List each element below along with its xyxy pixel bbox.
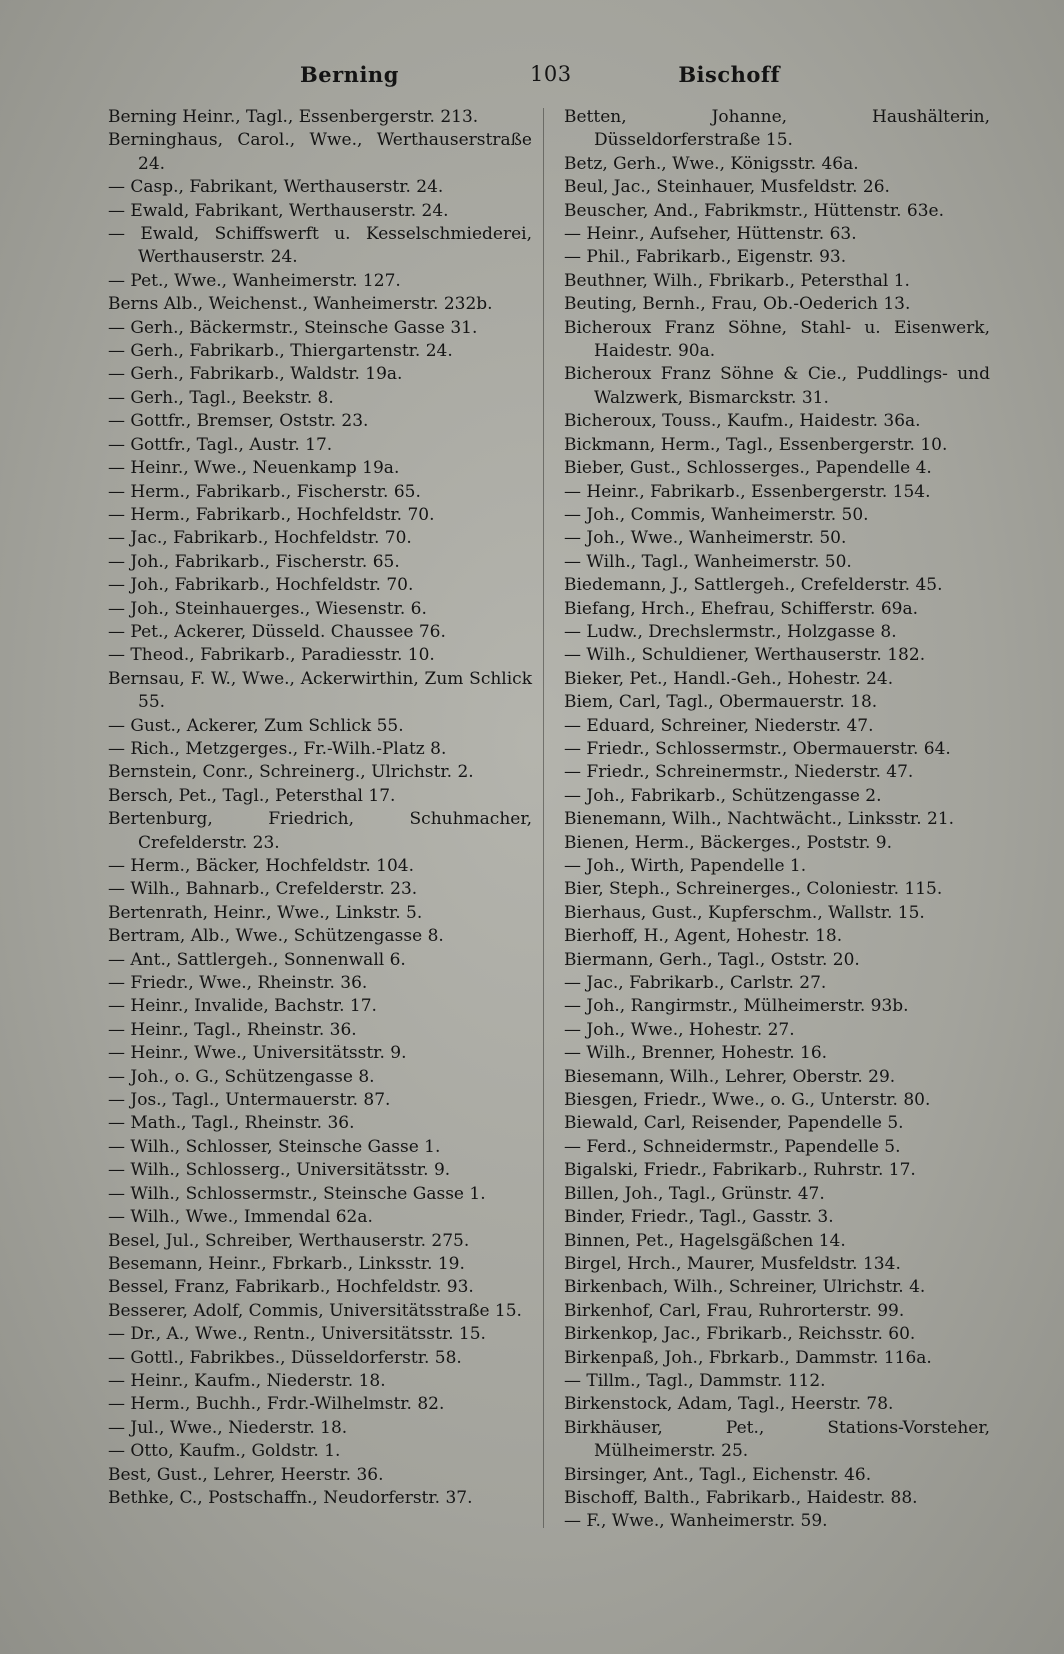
directory-entry: — Wilh., Brenner, Hohestr. 16.: [564, 1043, 828, 1064]
directory-entry: Biewald, Carl, Reisender, Papendelle 5.: [564, 1113, 904, 1134]
header-right-keyword: Bischoff: [678, 62, 780, 87]
directory-entry: — Eduard, Schreiner, Niederstr. 47.: [564, 715, 874, 736]
directory-entry: Berns Alb., Weichenst., Wanheimerstr. 232b.: [108, 294, 493, 315]
directory-entry: Birgel, Hrch., Maurer, Musfeldstr. 134.: [564, 1253, 901, 1274]
directory-entry: — Casp., Fabrikant, Werthauserstr. 24.: [108, 177, 444, 198]
directory-entry: — Heinr., Aufseher, Hüttenstr. 63.: [564, 224, 857, 245]
directory-entry: — Herm., Buchh., Frdr.-Wilhelmstr. 82.: [108, 1394, 445, 1415]
directory-entry: — Math., Tagl., Rheinstr. 36.: [108, 1113, 355, 1134]
header-left-keyword: Berning: [300, 62, 399, 87]
directory-entry: Bernsau, F. W., Wwe., Ackerwirthin, Zum Schlick 55.: [108, 668, 532, 713]
directory-entry: Beuscher, And., Fabrikmstr., Hüttenstr. 63e.: [564, 200, 944, 221]
directory-entry: Bethke, C., Postschaffn., Neudorferstr. 37.: [108, 1487, 473, 1508]
directory-entry: — Heinr., Wwe., Neuenkamp 19a.: [108, 458, 400, 479]
directory-entry: — Ludw., Drechslermstr., Holzgasse 8.: [564, 621, 897, 642]
directory-entry: Bicheroux, Touss., Kaufm., Haidestr. 36a.: [564, 411, 921, 432]
directory-entry: Bicheroux Franz Söhne & Cie., Puddlings- und Walzwerk, Bismarckstr. 31.: [564, 364, 990, 408]
directory-entry: Beuthner, Wilh., Fbrikarb., Petersthal 1.: [564, 270, 910, 291]
directory-entry: Bienen, Herm., Bäckerges., Poststr. 9.: [564, 832, 892, 853]
directory-entry: — Friedr., Schlossermstr., Obermauerstr. 64.: [564, 738, 951, 759]
directory-entry: Biesemann, Wilh., Lehrer, Oberstr. 29.: [564, 1066, 896, 1087]
directory-entry: — Joh., Fabrikarb., Schützengasse 2.: [564, 785, 882, 806]
directory-entry: — Otto, Kaufm., Goldstr. 1.: [108, 1441, 341, 1462]
directory-entry: Bertenburg, Friedrich, Schuhmacher, Crefelderstr. 23.: [108, 809, 532, 853]
left-column: [108, 106, 532, 1510]
directory-entry: — Heinr., Wwe., Universitätsstr. 9.: [108, 1043, 407, 1064]
directory-entry: — Friedr., Schreinermstr., Niederstr. 47.: [564, 762, 914, 783]
directory-entry: — Gottfr., Tagl., Austr. 17.: [108, 434, 333, 455]
directory-entry: — Joh., Wwe., Hohestr. 27.: [564, 1019, 795, 1040]
directory-entry: — Jos., Tagl., Untermauerstr. 87.: [108, 1090, 391, 1111]
directory-entry: — Joh., Wwe., Wanheimerstr. 50.: [564, 528, 847, 549]
directory-entry: Billen, Joh., Tagl., Grünstr. 47.: [564, 1183, 825, 1204]
directory-entry: — Gerh., Fabrikarb., Thiergartenstr. 24.: [108, 341, 453, 362]
directory-entry: Birkenstock, Adam, Tagl., Heerstr. 78.: [564, 1394, 894, 1415]
directory-entry: — Gerh., Fabrikarb., Waldstr. 19a.: [108, 364, 403, 385]
directory-entry: Bickmann, Herm., Tagl., Essenbergerstr. 10.: [564, 434, 948, 455]
directory-entry: — Jul., Wwe., Niederstr. 18.: [108, 1417, 348, 1438]
directory-entry: — Gerh., Tagl., Beekstr. 8.: [108, 387, 334, 408]
directory-entry: Bieker, Pet., Handl.-Geh., Hohestr. 24.: [564, 668, 894, 689]
column-divider: [543, 108, 544, 1528]
directory-entry: — Ferd., Schneidermstr., Papendelle 5.: [564, 1136, 901, 1157]
directory-entry: Betten, Johanne, Haushälterin, Düsseldorferstraße 15.: [564, 107, 990, 151]
page-number: 103: [530, 62, 572, 86]
directory-entry: Berning Heinr., Tagl., Essenbergerstr. 213.: [108, 107, 479, 127]
directory-entry: Bier, Steph., Schreinerges., Coloniestr. 115.: [564, 879, 943, 900]
directory-entry: Birkenbach, Wilh., Schreiner, Ulrichstr. 4.: [564, 1277, 926, 1298]
directory-entry: — Heinr., Invalide, Bachstr. 17.: [108, 996, 377, 1017]
directory-entry: — Wilh., Bahnarb., Crefelderstr. 23.: [108, 879, 418, 900]
directory-entry: — Heinr., Kaufm., Niederstr. 18.: [108, 1370, 386, 1391]
directory-entry: Bienemann, Wilh., Nachtwächt., Linksstr. 21.: [564, 809, 955, 830]
directory-entry: — Friedr., Wwe., Rheinstr. 36.: [108, 973, 368, 994]
directory-entry: Best, Gust., Lehrer, Heerstr. 36.: [108, 1464, 384, 1485]
directory-entry: — Jac., Fabrikarb., Hochfeldstr. 70.: [108, 528, 412, 549]
directory-entry: — Herm., Fabrikarb., Fischerstr. 65.: [108, 481, 421, 502]
directory-entry: Birsinger, Ant., Tagl., Eichenstr. 46.: [564, 1464, 872, 1485]
directory-entry: Birkenpaß, Joh., Fbrkarb., Dammstr. 116a.: [564, 1347, 932, 1368]
directory-entry: — Rich., Metzgerges., Fr.-Wilh.-Platz 8.: [108, 738, 447, 759]
directory-entry: — Wilh., Schlossermstr., Steinsche Gasse 1.: [108, 1183, 486, 1204]
directory-entry: Bieber, Gust., Schlosserges., Papendelle 4.: [564, 458, 932, 479]
directory-entry: Biedemann, J., Sattlergeh., Crefelderstr. 45.: [564, 575, 943, 596]
directory-entry: — Joh., Fabrikarb., Fischerstr. 65.: [108, 551, 400, 572]
directory-entry: — Gottl., Fabrikbes., Düsseldorferstr. 58.: [108, 1347, 462, 1368]
directory-entry: — Gust., Ackerer, Zum Schlick 55.: [108, 715, 404, 736]
directory-entry: — Gerh., Bäckermstr., Steinsche Gasse 31.: [108, 317, 478, 338]
directory-entry: — Ewald, Schiffswerft u. Kesselschmiederei, Werthauserstr. 24.: [108, 224, 532, 268]
directory-entry: Biesgen, Friedr., Wwe., o. G., Unterstr. 80.: [564, 1090, 931, 1111]
directory-entry: — Ewald, Fabrikant, Werthauserstr. 24.: [108, 200, 449, 221]
directory-entry: Birkenhof, Carl, Frau, Ruhrorterstr. 99.: [564, 1300, 905, 1321]
directory-entry: Bierhaus, Gust., Kupferschm., Wallstr. 15.: [564, 902, 925, 923]
directory-entry: — Pet., Ackerer, Düsseld. Chaussee 76.: [108, 621, 446, 642]
directory-entry: Binnen, Pet., Hagelsgäßchen 14.: [564, 1230, 846, 1251]
directory-entry: — Tillm., Tagl., Dammstr. 112.: [564, 1370, 826, 1391]
directory-entry: Bersch, Pet., Tagl., Petersthal 17.: [108, 785, 396, 806]
directory-entry: — Joh., Commis, Wanheimerstr. 50.: [564, 504, 869, 525]
directory-entry: — Theod., Fabrikarb., Paradiesstr. 10.: [108, 645, 435, 666]
directory-entry: Bessel, Franz, Fabrikarb., Hochfeldstr. 93.: [108, 1277, 474, 1298]
directory-entry: Birkenkop, Jac., Fbrikarb., Reichsstr. 60.: [564, 1324, 916, 1345]
directory-entry: — Joh., Rangirmstr., Mülheimerstr. 93b.: [564, 996, 909, 1017]
directory-entry: — Ant., Sattlergeh., Sonnenwall 6.: [108, 949, 406, 970]
page-header: [100, 62, 960, 92]
directory-entry: — Heinr., Fabrikarb., Essenbergerstr. 154.: [564, 481, 931, 502]
directory-entry: Bertram, Alb., Wwe., Schützengasse 8.: [108, 926, 444, 947]
directory-entry: — Wilh., Schlosserg., Universitätsstr. 9.: [108, 1160, 451, 1181]
directory-entry: Biefang, Hrch., Ehefrau, Schifferstr. 69a.: [564, 598, 919, 619]
directory-entry: — F., Wwe., Wanheimerstr. 59.: [564, 1511, 828, 1532]
right-column: [564, 106, 990, 1534]
directory-entry: Bicheroux Franz Söhne, Stahl- u. Eisenwerk, Haidestr. 90a.: [564, 317, 990, 362]
directory-entry: Binder, Friedr., Tagl., Gasstr. 3.: [564, 1207, 834, 1228]
directory-entry: — Joh., Fabrikarb., Hochfeldstr. 70.: [108, 575, 414, 596]
directory-entry: — Phil., Fabrikarb., Eigenstr. 93.: [564, 247, 847, 268]
directory-entry: Bertenrath, Heinr., Wwe., Linkstr. 5.: [108, 902, 423, 923]
directory-entry: Besel, Jul., Schreiber, Werthauserstr. 275.: [108, 1230, 470, 1251]
directory-entry: Biermann, Gerh., Tagl., Oststr. 20.: [564, 949, 860, 970]
directory-entry: — Joh., o. G., Schützengasse 8.: [108, 1066, 375, 1087]
directory-entry: Bernstein, Conr., Schreinerg., Ulrichstr. 2.: [108, 762, 474, 783]
directory-entry: — Wilh., Wwe., Immendal 62a.: [108, 1207, 373, 1228]
directory-entry: — Herm., Bäcker, Hochfeldstr. 104.: [108, 856, 414, 876]
directory-entry: Beul, Jac., Steinhauer, Musfeldstr. 26.: [564, 177, 890, 198]
directory-entry: Besemann, Heinr., Fbrkarb., Linksstr. 19.: [108, 1253, 465, 1274]
directory-entry: Besserer, Adolf, Commis, Universitätsstraße 15.: [108, 1300, 522, 1321]
directory-entry: Biem, Carl, Tagl., Obermauerstr. 18.: [564, 692, 878, 713]
directory-entry: — Gottfr., Bremser, Oststr. 23.: [108, 411, 369, 432]
directory-entry: Betz, Gerh., Wwe., Königsstr. 46a.: [564, 153, 859, 174]
directory-entry: — Herm., Fabrikarb., Hochfeldstr. 70.: [108, 504, 435, 525]
directory-entry: — Wilh., Schuldiener, Werthauserstr. 182.: [564, 645, 926, 666]
directory-entry: Birkhäuser, Pet., Stations-Vorsteher, Mülheimerstr. 25.: [564, 1417, 990, 1462]
directory-entry: Bierhoff, H., Agent, Hohestr. 18.: [564, 926, 843, 947]
directory-entry: — Jac., Fabrikarb., Carlstr. 27.: [564, 973, 827, 994]
directory-entry: — Dr., A., Wwe., Rentn., Universitätsstr. 15.: [108, 1324, 486, 1345]
directory-entry: Berninghaus, Carol., Wwe., Werthauserstraße 24.: [108, 130, 532, 174]
directory-entry: — Wilh., Schlosser, Steinsche Gasse 1.: [108, 1136, 441, 1157]
directory-entry: Beuting, Bernh., Frau, Ob.-Oederich 13.: [564, 294, 911, 315]
directory-entry: — Heinr., Tagl., Rheinstr. 36.: [108, 1019, 357, 1040]
directory-entry: — Joh., Wirth, Papendelle 1.: [564, 856, 807, 876]
directory-entry: — Wilh., Tagl., Wanheimerstr. 50.: [564, 551, 852, 572]
directory-entry: — Joh., Steinhauerges., Wiesenstr. 6.: [108, 598, 427, 619]
directory-entry: Bigalski, Friedr., Fabrikarb., Ruhrstr. 17.: [564, 1160, 916, 1181]
directory-entry: — Pet., Wwe., Wanheimerstr. 127.: [108, 270, 401, 291]
directory-entry: Bischoff, Balth., Fabrikarb., Haidestr. 88.: [564, 1487, 918, 1508]
